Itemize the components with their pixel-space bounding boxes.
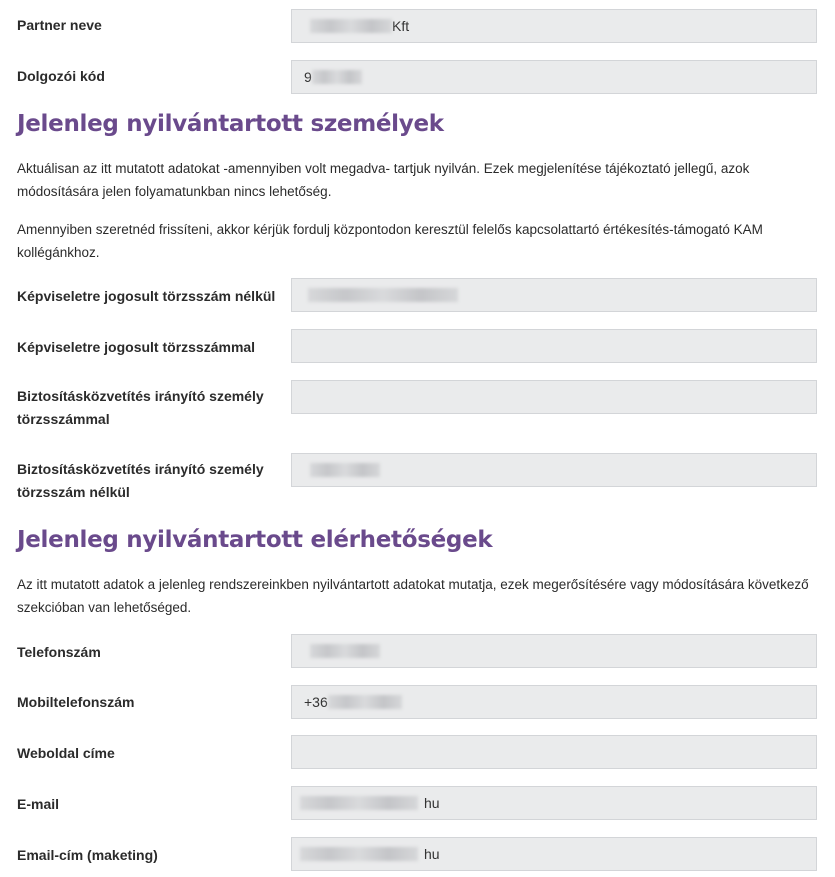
- redacted-value: [312, 70, 362, 84]
- contacts-description: Az itt mutatott adatok a jelenleg rendszereinkben nyilvántartott adatokat mutatja, ezek megerősítésére vagy módosítására következő szekcióban van lehetőséged.: [17, 577, 809, 615]
- email-marketing-field[interactable]: [291, 837, 817, 871]
- mobile-prefix: +36: [304, 694, 328, 710]
- broker-without-id-label: Biztosításközvetítés irányító személy törzsszám nélkül: [17, 461, 264, 500]
- website-field[interactable]: [291, 735, 817, 769]
- redacted-value: [300, 796, 418, 810]
- email-label: E-mail: [17, 796, 60, 812]
- partner-name-suffix: Kft: [392, 18, 410, 34]
- redacted-value: [300, 847, 418, 861]
- email-marketing-label: Email-cím (maketing): [17, 847, 158, 863]
- redacted-value: [308, 288, 458, 302]
- redacted-value: [310, 644, 380, 658]
- redacted-value: [328, 695, 402, 709]
- website-label: Weboldal címe: [17, 745, 115, 761]
- employee-code-field[interactable]: [291, 60, 817, 94]
- employee-code-prefix: 9: [304, 69, 312, 85]
- broker-with-id-field[interactable]: [291, 380, 817, 414]
- rep-with-id-label: Képviseletre jogosult törzsszámmal: [17, 339, 256, 355]
- rep-without-id-field[interactable]: [291, 278, 817, 312]
- email-marketing-suffix: hu: [424, 846, 440, 862]
- redacted-value: [310, 19, 392, 33]
- mobile-field[interactable]: [291, 685, 817, 719]
- broker-without-id-field[interactable]: [291, 453, 817, 487]
- partner-name-field[interactable]: [291, 9, 817, 43]
- contacts-section-title: Jelenleg nyilvántartott elérhetőségek: [17, 527, 493, 553]
- phone-label: Telefonszám: [17, 644, 101, 660]
- email-suffix: hu: [424, 795, 440, 811]
- rep-without-id-label: Képviseletre jogosult törzsszám nélkül: [17, 288, 276, 304]
- persons-section-title: Jelenleg nyilvántartott személyek: [17, 111, 444, 137]
- rep-with-id-field[interactable]: [291, 329, 817, 363]
- redacted-value: [310, 463, 380, 477]
- email-field[interactable]: [291, 786, 817, 820]
- phone-field[interactable]: [291, 634, 817, 668]
- mobile-label: Mobiltelefonszám: [17, 694, 135, 710]
- broker-with-id-label: Biztosításközvetítés irányító személy törzsszámmal: [17, 388, 264, 427]
- partner-name-label: Partner neve: [17, 17, 102, 33]
- persons-description-1: Aktuálisan az itt mutatott adatokat -amennyiben volt megadva- tartjuk nyilván. Ezek megjelenítése tájékoztató jellegű, azok módosítására jelen folyamatunkban nincs lehetőség.: [17, 161, 750, 199]
- persons-description-2: Amennyiben szeretnéd frissíteni, akkor kérjük fordulj központodon keresztül felelős kapcsolattartó értékesítés-támogató KAM kollégánkhoz.: [17, 222, 763, 260]
- employee-code-label: Dolgozói kód: [17, 68, 105, 84]
